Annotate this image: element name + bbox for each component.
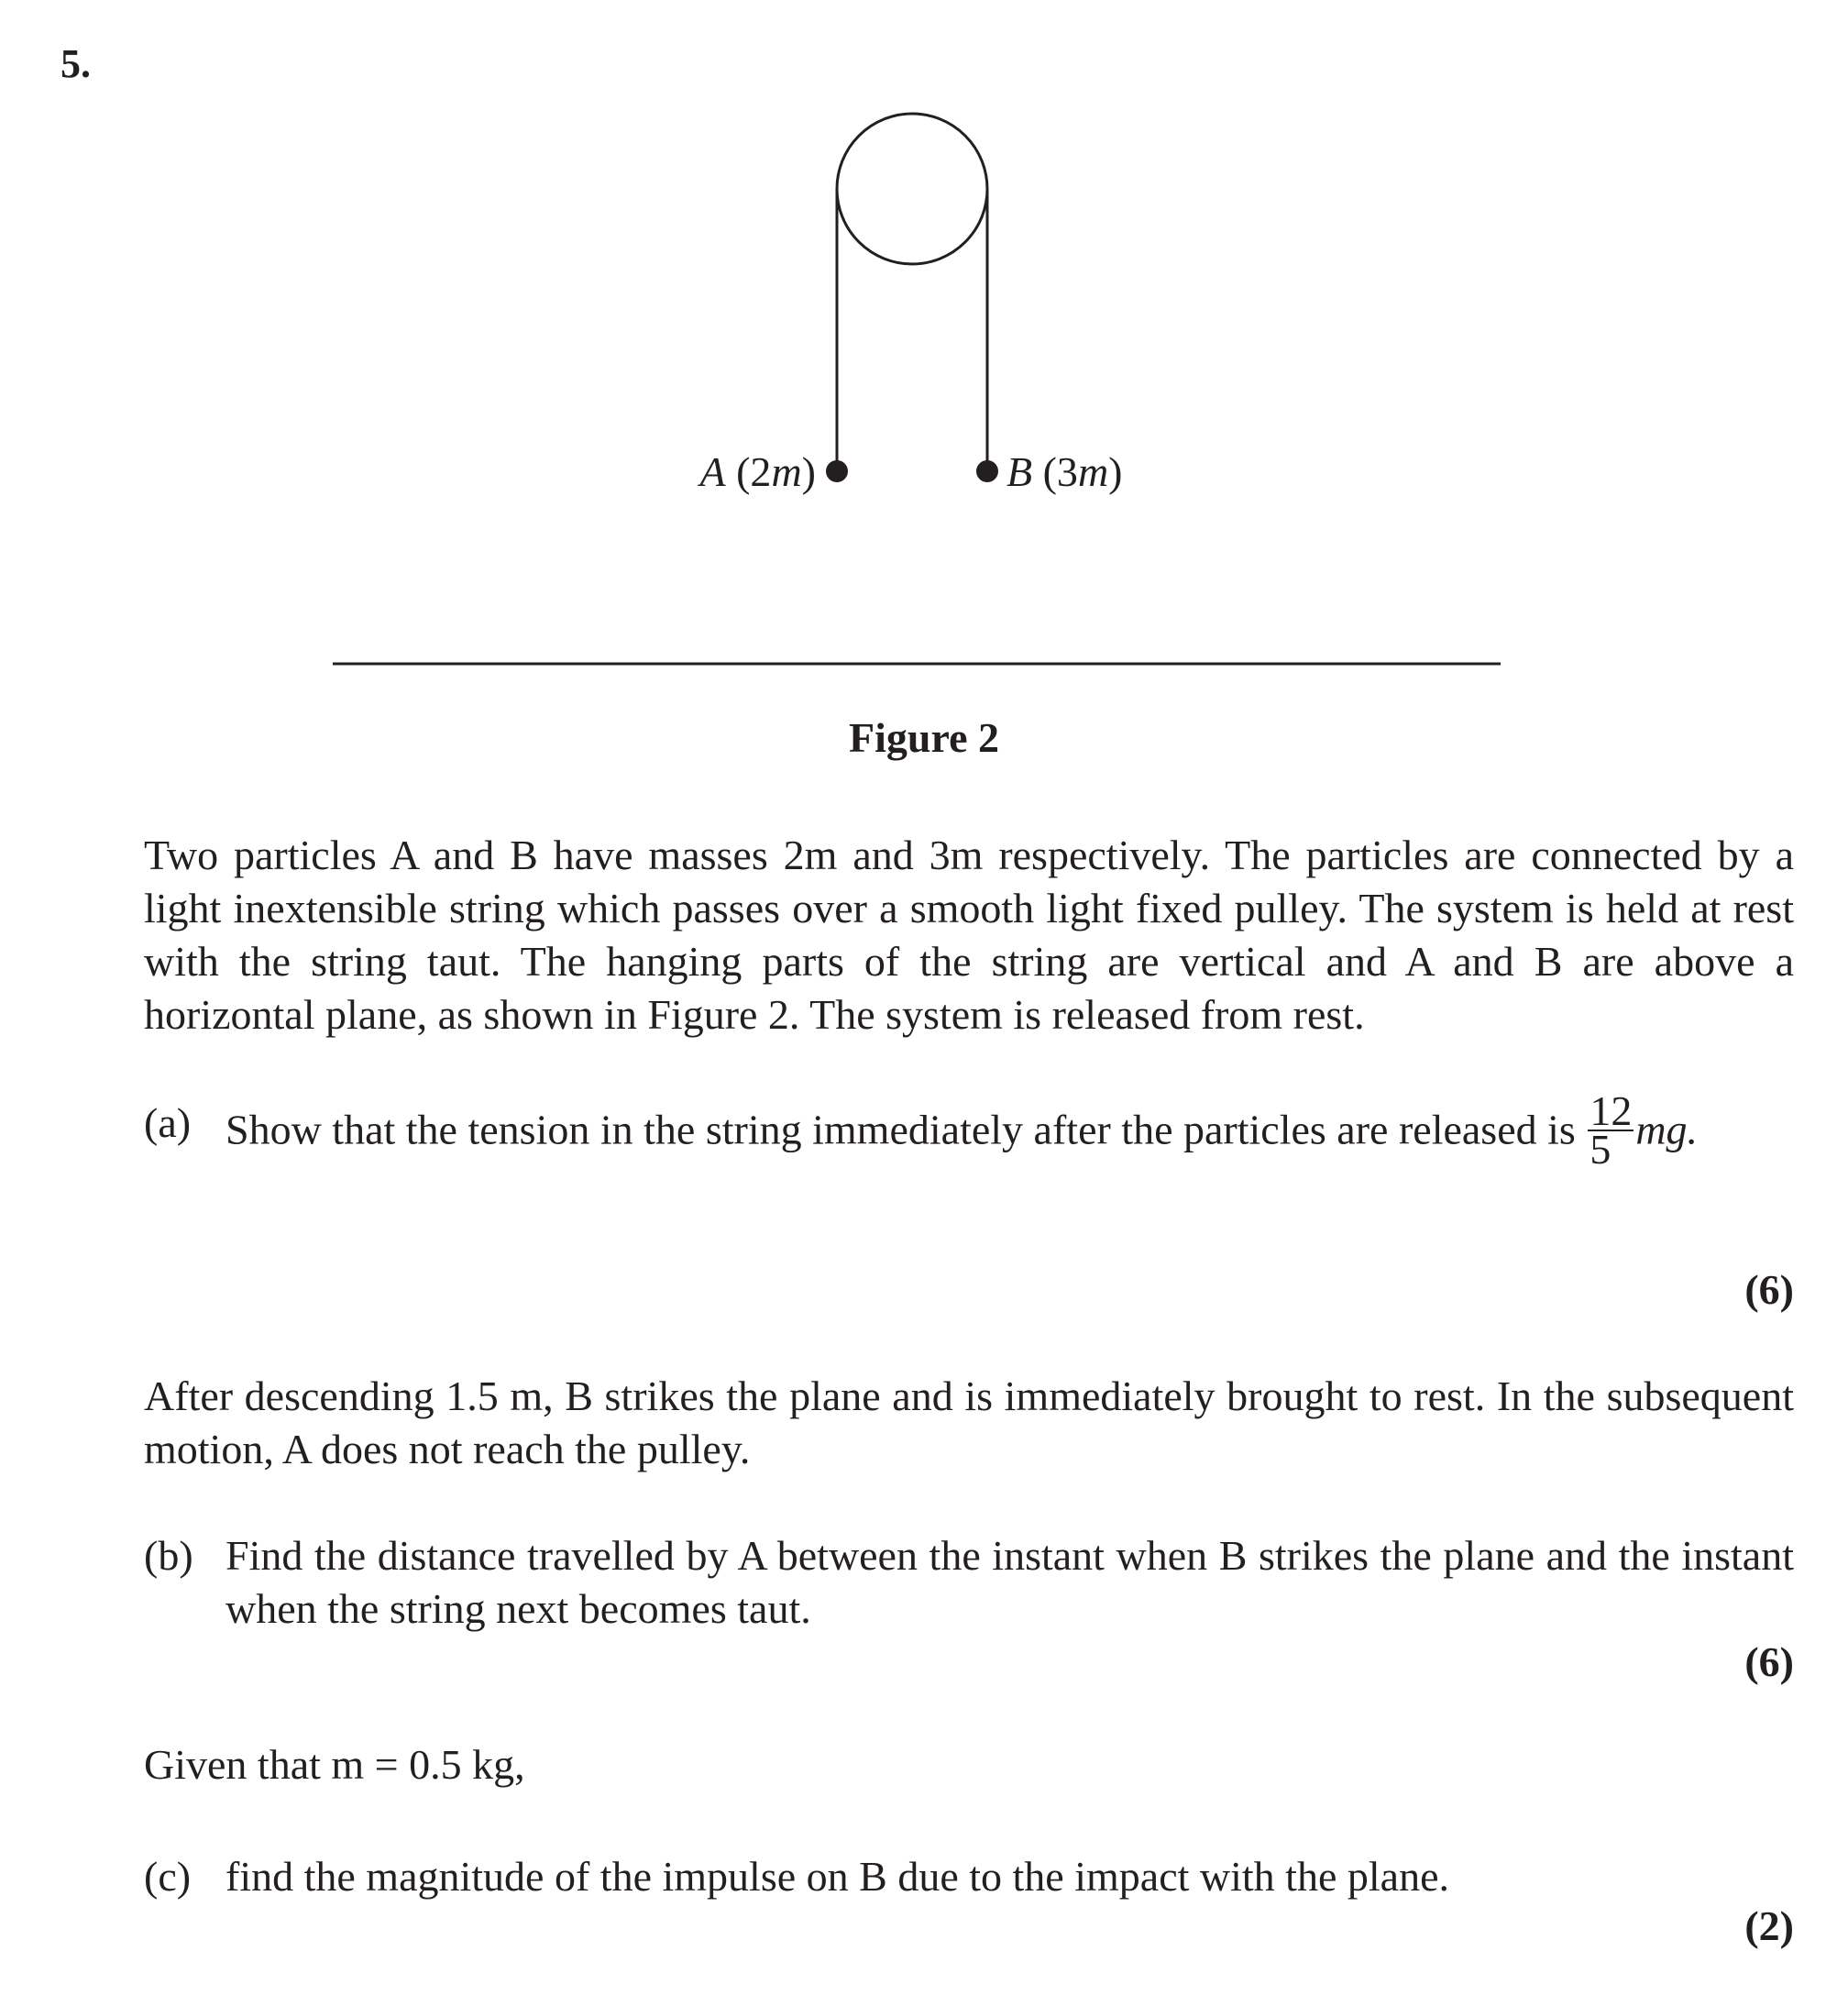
label-particle-b: B (3m) [1006,448,1123,495]
part-b-marks: (6) [1744,1638,1794,1685]
fraction-numerator: 12 [1590,1087,1633,1134]
middle-paragraph: After descending 1.5 m, B strikes the plane and is immediately brought to rest. In the subsequent motion, A does not reach the pulley. [144,1372,1794,1472]
fraction-denominator: 5 [1590,1126,1612,1173]
part-b-text: Find the distance travelled by A between the instant when B strikes the plane and the instant when the string next becomes taut. [226,1532,1794,1632]
part-a-text: Show that the tension in the string immediately after the particles are released is [226,1106,1576,1153]
part-c-label: (c) [144,1853,192,1900]
particle-b [976,460,998,482]
part-a-label: (a) [144,1099,192,1146]
part-c-marks: (2) [1744,1902,1794,1949]
part-a-suffix: mg. [1635,1106,1699,1153]
part-c [144,1850,1794,1903]
intro-paragraph: Two particles A and B have masses 2m and 3m respectively. The particles are connected by a light inextensible string which passes over a smooth light fixed pulley. The system is held at rest with the string taut. The hanging parts of the string are vertical and A and B are above a horizontal plane, as shown in Figure 2. The system is released from rest. [144,832,1794,1038]
figure-caption: Figure 2 [849,714,999,761]
part-a-marks: (6) [1744,1266,1794,1313]
part-b [144,1529,1794,1636]
particle-a [826,460,848,482]
part-c-text: find the magnitude of the impulse on B due to the impact with the plane. [226,1853,1449,1900]
label-particle-a: A (2m) [699,448,816,495]
given-statement: Given that m = 0.5 kg, [144,1741,525,1788]
pulley [837,114,987,264]
pulley-figure [0,0,1848,825]
part-a [144,1087,1794,1173]
question-number: 5. [60,41,91,86]
fraction-12-over-5 [1588,1087,1634,1173]
part-b-label: (b) [144,1532,193,1579]
